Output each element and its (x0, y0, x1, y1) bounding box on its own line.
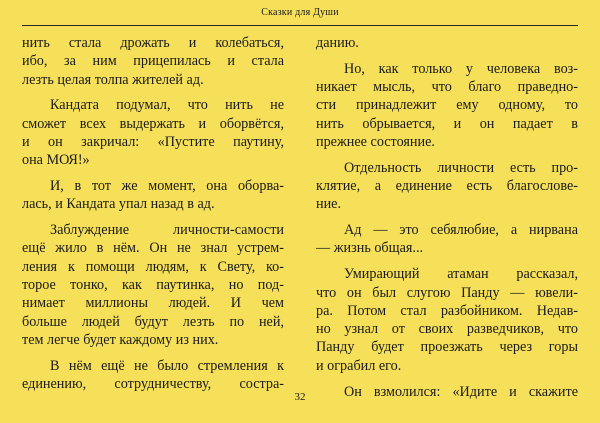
text-line: прежнее состояние. (316, 133, 435, 150)
paragraph-gap (316, 375, 578, 383)
text-line: и ограбил его. (316, 357, 402, 374)
text-line: Ад — это себялюбие, а нирвана (344, 222, 578, 239)
text-line: И, в тот же момент, она оборва- (50, 178, 284, 195)
text-line: Панду будет проезжать через горы (316, 339, 578, 356)
text-line: — жизнь общая... (316, 240, 424, 257)
text-line: она МОЯ!» (22, 152, 90, 169)
text-line: торое тонко, как паутинка, но под- (22, 277, 284, 294)
text-line: Но, как только у человека воз- (344, 60, 578, 77)
text-line: сти принадлежит ему одному, то (316, 97, 578, 114)
paragraph-gap (316, 214, 578, 222)
text-line: нимает миллионы людей. И чем (22, 295, 284, 312)
text-line: нить обрывается, и он падает в (316, 115, 578, 132)
left-text-column (22, 34, 284, 393)
text-line: лась, и Кандата упал назад в ад. (22, 196, 215, 213)
text-line: Умирающий атаман рассказал, (344, 266, 578, 283)
paragraph-gap (22, 214, 284, 222)
text-line: единению, сотрудничеству, состра- (22, 376, 284, 393)
paragraph-gap (316, 258, 578, 266)
text-line: и он закричал: «Пустите паутину, (22, 133, 284, 150)
text-line: ления к помощи людям, к Свету, ко- (22, 258, 284, 275)
text-line: ра. Потом стал разбойником. Недав- (316, 302, 578, 319)
text-line: никает мысль, что благо праведно- (316, 79, 578, 96)
paragraph-gap (316, 52, 578, 60)
text-line: данию. (316, 35, 359, 51)
paragraph-gap (22, 89, 284, 97)
paragraph-gap (316, 151, 578, 159)
text-line: что он был слугою Панду — ювели- (316, 284, 578, 301)
paragraph-gap (22, 170, 284, 178)
text-line: Кандата подумал, что нить не (50, 97, 284, 114)
right-text-column (316, 34, 578, 401)
text-line: ние. (316, 196, 342, 213)
text-line: но узнал от своих разведчиков, что (316, 321, 578, 338)
text-line: Отдельность личности есть про- (344, 159, 578, 176)
paragraph-gap (22, 349, 284, 357)
text-line: Заблуждение личности-самости (50, 222, 284, 239)
text-line: клятие, а единение есть благослове- (316, 178, 578, 195)
text-line: больше людей будут лезть по ней, (22, 313, 284, 330)
text-line: Он взмолился: «Идите и скажите (344, 383, 578, 400)
text-line: ибо, за ним прицепилась и стала (22, 53, 284, 70)
text-line: тем легче будет каждому из них. (22, 331, 219, 348)
page-number: 32 (294, 391, 306, 403)
header-rule (22, 25, 578, 26)
text-line: В нём ещё не было стремления к (50, 357, 284, 374)
text-line: лезть целая толпа жителей ад. (22, 71, 204, 88)
text-line: ещё жило в нём. Он не знал устрем- (22, 240, 284, 257)
running-head: Сказки для Души (261, 7, 339, 18)
text-line: сможет всех выдержать и оборвётся, (22, 115, 284, 132)
text-line: нить стала дрожать и колебаться, (22, 35, 284, 51)
